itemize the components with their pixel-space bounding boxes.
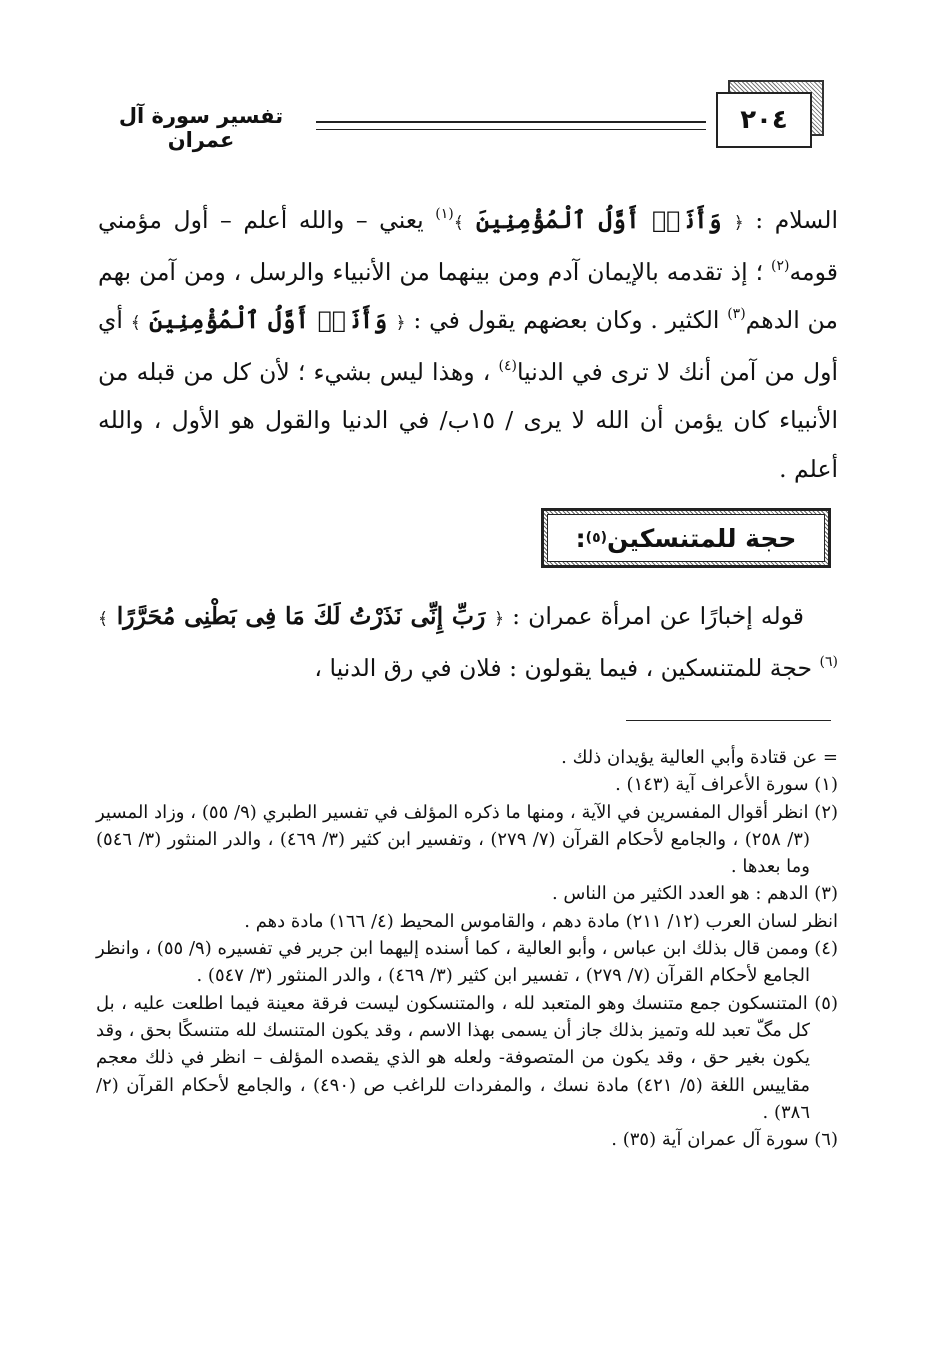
text-run: يعني – والله أعلم – أول مؤمني قومه bbox=[98, 206, 838, 286]
section-heading-suffix: : bbox=[575, 523, 586, 553]
section-heading: حجة للمتنسكين (٥) : bbox=[547, 514, 825, 562]
quran-bracket-close: ﴾ bbox=[130, 313, 141, 333]
footnote-ref-1: (١) bbox=[435, 206, 454, 222]
quran-verse: وَأَنَا۠ أَوَّلُ ٱلْمُؤْمِنِينَ bbox=[140, 306, 396, 334]
footnote-ref-2: (٢) bbox=[770, 257, 790, 274]
footnote-3: (٣) الدهم : هو العدد الكثير من الناس . bbox=[551, 883, 838, 905]
footnotes bbox=[96, 744, 838, 1153]
text-run: حجة للمتنسكين ، فيما يقولون : فلان في رق الدنيا ، bbox=[314, 653, 820, 682]
running-title: تفسير سورة آل عمران bbox=[118, 104, 284, 152]
text-run: ؛ إذ تقدمه بالإيمان آدم ومن بينهما من الأنبياء والرسل ، ومن آمن بهم من الدهم bbox=[98, 257, 838, 334]
quran-bracket-close: ﴾ bbox=[453, 213, 464, 233]
footnote-4: (٤) وممن قال بذلك ابن عباس ، وأبو العالية ، كما أسنده إليهما ابن جرير في تفسيره (٩/ ٥٥) ، وانظر الجامع لأحكام القرآن (٧/ ٢٧٩) ، تفسير ابن كثير (٣/ ٤٦٩) ، والدر المنثور (٣/ ٥٤٧) . bbox=[96, 938, 838, 987]
footnote-ref-3: (٣) bbox=[727, 306, 746, 322]
quran-bracket-open: ﴿ bbox=[733, 213, 744, 233]
footnote-1: (١) سورة الأعراف آية (١٤٣) . bbox=[615, 774, 838, 796]
quran-bracket-open: ﴿ bbox=[494, 609, 505, 629]
text-run: قوله إخبارًا عن امرأة عمران : bbox=[504, 602, 804, 630]
body-paragraph-1 bbox=[98, 196, 838, 493]
footnote-ref-4: (٤) bbox=[498, 357, 517, 374]
quran-bracket-close: ﴾ bbox=[98, 609, 108, 629]
footnote-5: (٥) المتنسكون جمع متنسك وهو المتعبد لله ، والمتنسكون ليست فرقة معينة فيما اطلعت عليه ، بل كل مگّ تعبد لله وتميز بذلك جاز أن يسمى بهذا الاسم ، وقد يكون المتنسك لله متنسكًا بحق ، وقد يكون بغير حق ، وقد يكون من المتصوفة- ولعله هو الذي يقصده المؤلف – انظر في ذلك معجم مقاييس اللغة (٥/ ٤٢١) مادة نسك ، والمفردات للراغب ص (٤٩٠) ، والجامع لأحكام القرآن (٢/ ٣٨٦) . bbox=[96, 992, 838, 1123]
text-run: أي أول من آمن أنك لا ترى في الدنيا bbox=[98, 306, 838, 386]
quran-verse: وَأَنَا۠ أَوَّلُ ٱلْمُؤْمِنِينَ bbox=[463, 206, 734, 234]
quran-bracket-open: ﴿ bbox=[395, 313, 406, 333]
footnote-separator bbox=[626, 720, 831, 721]
footnote-ref-6: (٦) bbox=[819, 653, 838, 670]
section-heading-text: حجة للمتنسكين bbox=[607, 523, 797, 553]
page-number: ٢٠٤ bbox=[716, 92, 812, 148]
footnote-continuation: = عن قتادة وأبي العالية يؤيدان ذلك . bbox=[561, 747, 838, 768]
footnote-2: (٢) انظر أقوال المفسرين في الآية ، ومنها ما ذكره المؤلف في تفسير الطبري (٩/ ٥٥) ، وزاد المسير (٣/ ٢٥٨) ، والجامع لأحكام القرآن (٧/ ٢٧٩) ، وتفسير ابن كثير (٣/ ٤٦٩) ، والدر المنثور (٣/ ٥٤٦) وما بعدها . bbox=[96, 801, 839, 878]
body-paragraph-2 bbox=[98, 592, 838, 692]
text-run: السلام : bbox=[743, 206, 838, 234]
footnote-6: (٦) سورة آل عمران آية (٣٥) . bbox=[611, 1129, 838, 1151]
quran-verse: رَبِّ إِنِّى نَذَرْتُ لَكَ مَا فِى بَطْنِى مُحَرَّرًا bbox=[107, 602, 495, 630]
text-run: ، وهذا ليس بشيء ؛ لأن كل من قبله من الأنبياء كان يؤمن أن الله لا يرى / ١٥ب/ في الدنيا والقول هو الأول ، والله أعلم . bbox=[98, 357, 838, 483]
section-heading-frame bbox=[541, 508, 831, 568]
footnote-3-continuation: انظر لسان العرب (١٢/ ٢١١) مادة دهم ، والقاموس المحيط (٤/ ١٦٦) مادة دهم . bbox=[244, 910, 838, 932]
text-run: الكثير . وكان بعضهم يقول في : bbox=[405, 306, 728, 334]
header-rule bbox=[316, 121, 706, 130]
